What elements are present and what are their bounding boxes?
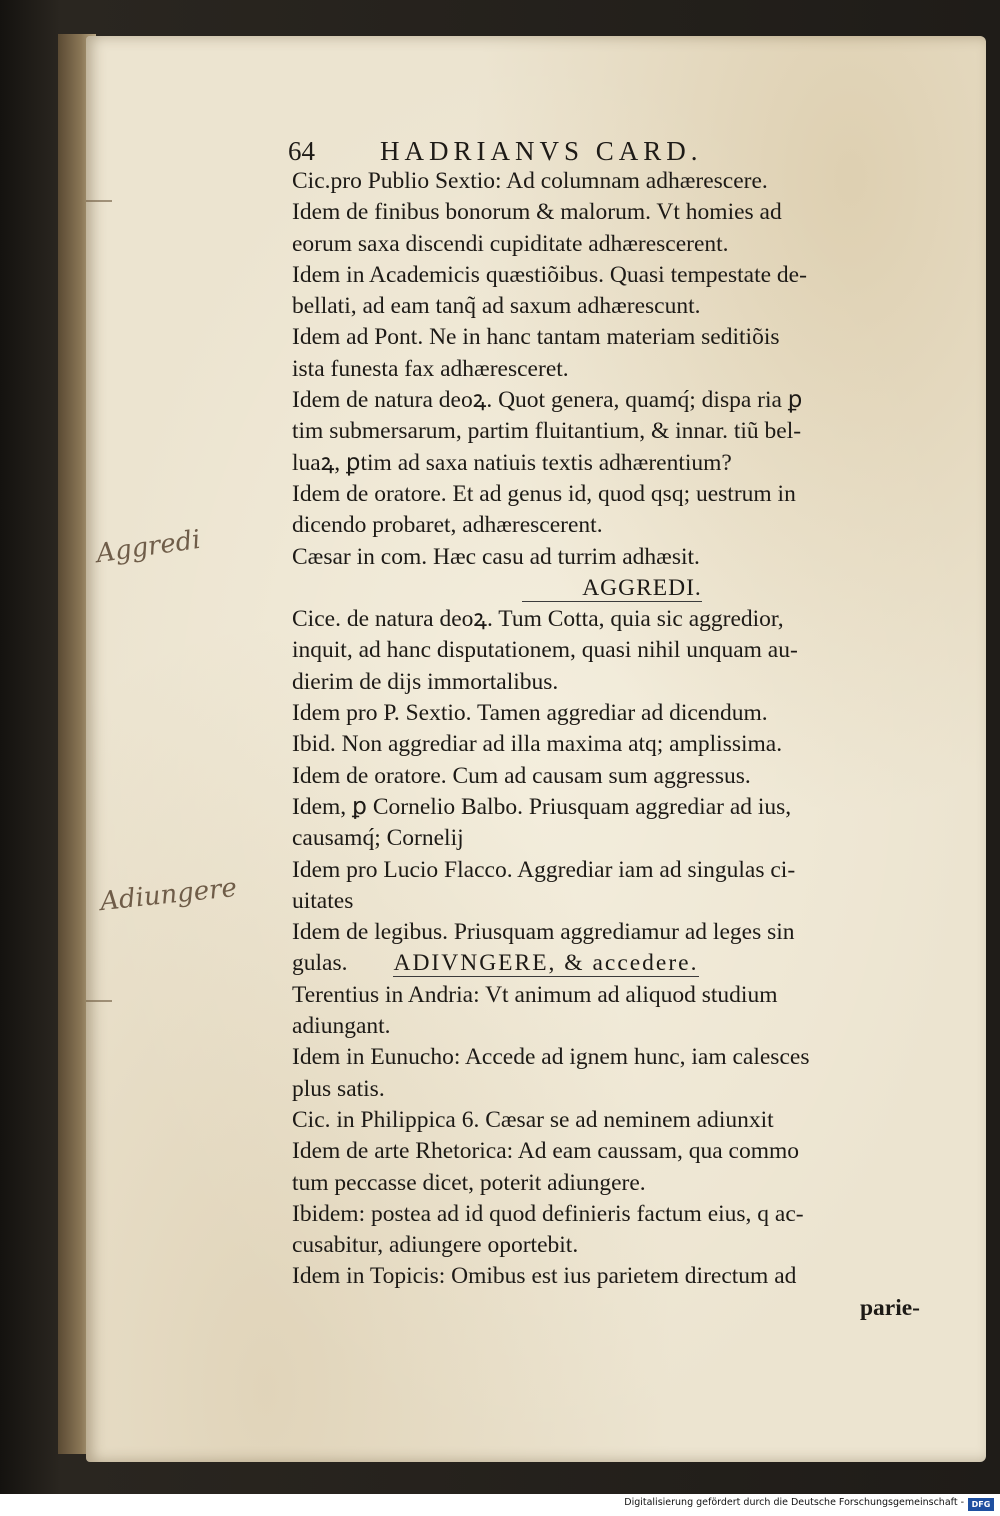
text-line: Idem, ꝑ Cornelio Balbo. Priusquam aggrediar ad ius,: [292, 793, 792, 820]
running-title: HADRIANVS CARD.: [380, 136, 703, 166]
text-line: tim submersarum, partim fluitantium, & innar. tiũ bel-: [292, 418, 802, 445]
text-line: Idem pro P. Sextio. Tamen aggrediar ad dicendum.: [292, 700, 768, 727]
text-line: tum peccasse dicet, poterit adiungere.: [292, 1169, 646, 1196]
text-line: uitates: [292, 887, 354, 914]
margin-stroke: [86, 1000, 112, 1002]
marginal-annotation: Adiungere: [98, 872, 239, 918]
text-line: Idem de legibus. Priusquam aggrediamur ad leges sin: [292, 919, 795, 946]
text-line: causamq́; Cornelij: [292, 825, 464, 852]
text-line: bellati, ad eam tanq̃ ad saxum adhærescunt.: [292, 293, 701, 320]
text-line: dierim de dijs immortalibus.: [292, 668, 559, 695]
text-fragment: gulas.: [292, 950, 348, 977]
digitization-footer: [0, 1494, 1000, 1516]
text-line: ista funesta fax adhæresceret.: [292, 355, 569, 382]
text-line: Ibidem: postea ad id quod definieris factum eius, q ac-: [292, 1200, 804, 1227]
text-line: plus satis.: [292, 1075, 385, 1102]
text-line-with-heading: [292, 948, 932, 979]
text-line: Idem de oratore. Cum ad causam sum aggressus.: [292, 762, 751, 789]
funding-credit: Digitalisierung gefördert durch die Deutsche Forschungsgemeinschaft -: [624, 1497, 964, 1508]
text-line: Cæsar in com. Hæc casu ad turrim adhæsit.: [292, 543, 700, 570]
text-line: Ibid. Non aggrediar ad illa maxima atq; amplissima.: [292, 731, 783, 758]
text-line: cusabitur, adiungere oportebit.: [292, 1232, 579, 1259]
text-line: Terentius in Andria: Vt animum ad aliquod studium: [292, 981, 778, 1008]
page-number: 64: [288, 136, 315, 166]
running-header: [288, 136, 788, 167]
text-line: inquit, ad hanc disputationem, quasi nihil unquam au-: [292, 637, 798, 664]
text-line: Cice. de natura deoꝝ. Tum Cotta, quia sic aggredior,: [292, 606, 784, 633]
text-column: [292, 166, 932, 1324]
text-line: Idem de natura deoꝝ. Quot genera, quamq́; dispa ria ꝑ: [292, 387, 803, 414]
text-line: Cic. in Philippica 6. Cæsar se ad neminem adiunxit: [292, 1106, 774, 1133]
text-line: Idem in Eunucho: Accede ad ignem hunc, iam calesces: [292, 1044, 810, 1071]
catchword: parie-: [859, 1294, 920, 1321]
section-heading-aggredi: [292, 573, 932, 604]
text-line: Idem de oratore. Et ad genus id, quod qsq; uestrum in: [292, 480, 796, 507]
text-line: eorum saxa discendi cupiditate adhærescerent.: [292, 230, 729, 257]
margin-stroke: [86, 200, 112, 202]
text-line: Cic.pro Publio Sextio: Ad columnam adhærescere.: [292, 168, 768, 194]
heading-text: AGGREDI.: [522, 575, 702, 602]
text-line: Idem in Academicis quæstiõibus. Quasi tempestate de-: [292, 261, 807, 288]
text-line: Idem pro Lucio Flacco. Aggrediar iam ad singulas ci-: [292, 856, 796, 883]
text-line: dicendo probaret, adhærescerent.: [292, 512, 603, 539]
text-line: Idem de arte Rhetorica: Ad eam caussam, qua commo: [292, 1138, 800, 1165]
text-line: Idem in Topicis: Omibus est ius parietem directum ad: [292, 1263, 797, 1290]
dfg-logo: DFG: [968, 1498, 994, 1511]
text-line: luaꝝ, ꝑtim ad saxa natiuis textis adhærentium?: [292, 449, 732, 476]
text-line: adiungant.: [292, 1013, 391, 1040]
marginal-annotation: Aggredi: [94, 524, 203, 570]
text-line: Idem de finibus bonorum & malorum. Vt homies ad: [292, 199, 782, 226]
text-line: Idem ad Pont. Ne in hanc tantam materiam seditiõis: [292, 324, 780, 351]
section-heading-adiungere: ADIVNGERE, & accedere.: [393, 950, 699, 977]
